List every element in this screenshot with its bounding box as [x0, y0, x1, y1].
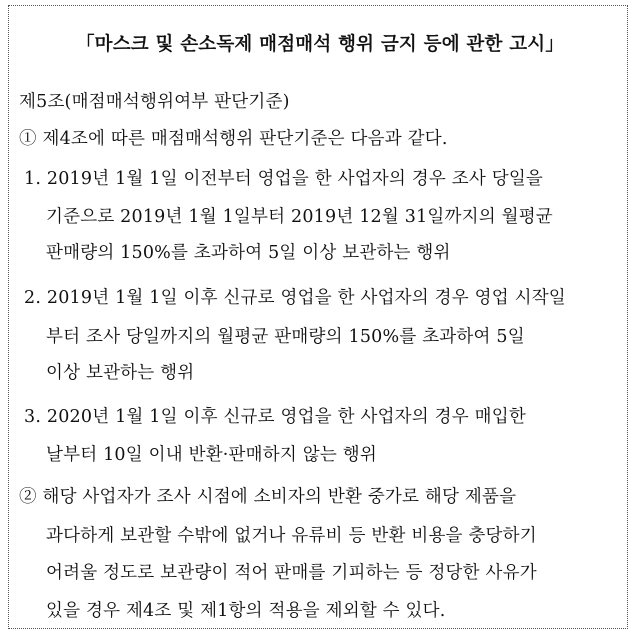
item-line: 1. 2019년 1월 1일 이전부터 영업을 한 사업자의 경우 조사 당일을 [24, 169, 544, 189]
paragraph-1-line: ① 제4조에 따른 매점매석행위 판단기준은 다음과 같다. [19, 129, 448, 149]
paragraph-2-line: 과다하게 보관할 수밖에 없거나 유류비 등 반환 비용을 충당하기 [46, 526, 537, 546]
item-line: 기준으로 2019년 1월 1일부터 2019년 12월 31일까지의 월평균 [46, 207, 553, 227]
item-line: 부터 조사 당일까지의 월평균 판매량의 150%를 초과하여 5일 [46, 327, 525, 347]
item-line: 판매량의 150%를 초과하여 5일 이상 보관하는 행위 [46, 243, 451, 263]
item-line: 이상 보관하는 행위 [46, 363, 195, 383]
item-line: 2. 2019년 1월 1일 이후 신규로 영업을 한 사업자의 경우 영업 시작일 [24, 288, 566, 308]
paragraph-2-line: 있을 경우 제4조 및 제1항의 적용을 제외할 수 있다. [46, 601, 446, 621]
article-heading: 제5조(매점매석행위여부 판단기준) [19, 92, 290, 112]
document-title: 「마스크 및 손소독제 매점매석 행위 금지 등에 관한 고시」 [75, 34, 565, 55]
item-line: 3. 2020년 1월 1일 이후 신규로 영업을 한 사업자의 경우 매입한 [24, 407, 526, 427]
paragraph-2-line: 어려울 정도로 보관량이 적어 판매를 기피하는 등 정당한 사유가 [46, 563, 537, 583]
paragraph-2-line: ② 해당 사업자가 조사 시점에 소비자의 반환 중가로 해당 제품을 [19, 487, 517, 507]
item-line: 날부터 10일 이내 반환·판매하지 않는 행위 [46, 445, 377, 465]
